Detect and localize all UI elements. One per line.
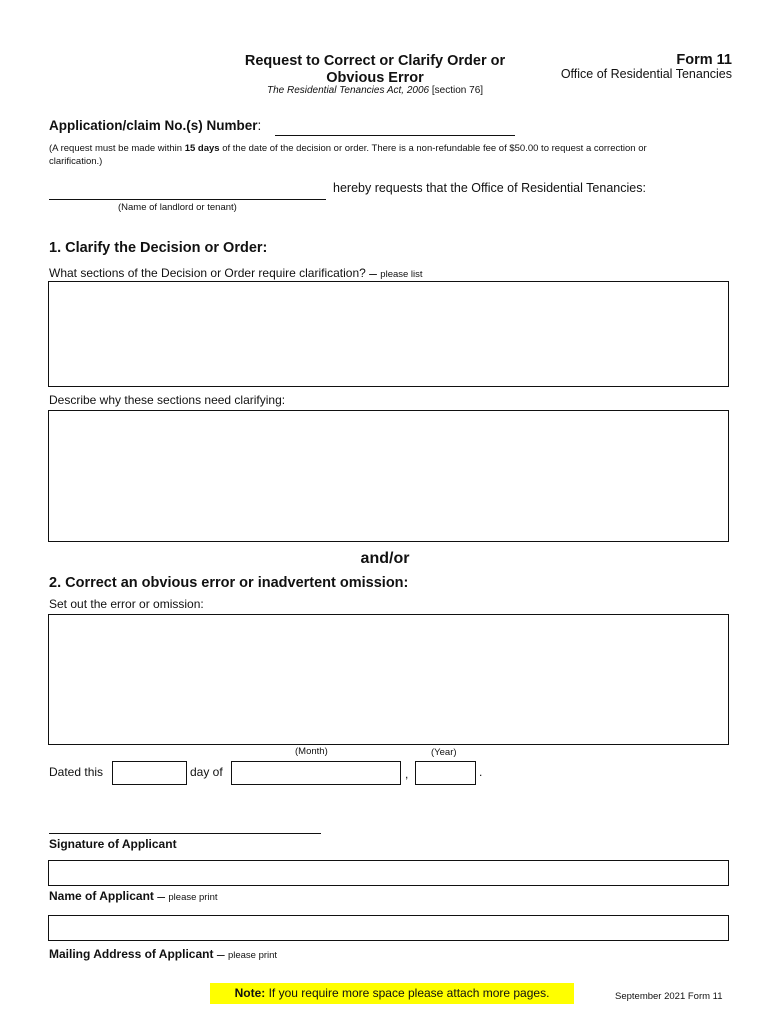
note-text: If you require more space please attach more pages. <box>265 986 550 1000</box>
section1-question1-text: What sections of the Decision or Order require clarification? <box>49 266 366 280</box>
signature-label: Signature of Applicant <box>49 837 177 851</box>
section2-heading: 2. Correct an obvious error or inadvertent omission: <box>49 575 409 591</box>
mailing-address-label-text: Mailing Address of Applicant <box>49 947 214 961</box>
application-number-label-text: Application/claim No.(s) Number <box>49 118 258 133</box>
note-prefix: (A request must be made within <box>49 143 185 154</box>
date-period: . <box>479 765 483 779</box>
office-name: Office of Residential Tenancies <box>560 67 732 81</box>
dated-this-label: Dated this <box>49 765 104 779</box>
more-space-note <box>210 983 574 1004</box>
mailing-address-field[interactable] <box>48 915 729 941</box>
act-name: The Residential Tenancies Act, 2006 <box>266 85 430 96</box>
footer-date-form: September 2021 Form 11 <box>615 991 723 1002</box>
year-caption: (Year) <box>431 747 457 758</box>
year-field[interactable] <box>415 761 476 785</box>
section1-question1-hint: please list <box>380 269 423 280</box>
note-suffix: of the date of the decision or order. There is a non-refundable fee of $50.00 to request a correction or clarification.) <box>49 143 647 167</box>
hereby-requests-text: hereby requests that the Office of Residential Tenancies: <box>333 181 646 195</box>
mailing-address-label <box>49 946 277 962</box>
error-omission-textarea[interactable] <box>48 614 729 745</box>
section1-question2: Describe why these sections need clarifying: <box>49 393 286 407</box>
act-reference <box>200 85 550 96</box>
form-number: Form 11 <box>676 52 732 68</box>
section1-question1-dash: – <box>369 265 377 281</box>
mailing-address-hint: please print <box>227 950 278 961</box>
applicant-name-hint: please print <box>168 892 218 903</box>
form-title-line2: Obvious Error <box>326 70 424 86</box>
form-title-line1: Request to Correct or Clarify Order or <box>244 53 506 69</box>
note-bold: 15 days <box>184 143 220 154</box>
applicant-name-label <box>49 888 218 904</box>
note-label: Note: <box>234 986 266 1000</box>
application-number-field[interactable] <box>275 135 515 136</box>
section1-question1 <box>49 265 423 281</box>
day-field[interactable] <box>112 761 187 785</box>
andor-divider: and/or <box>360 550 410 567</box>
mailing-address-dash: – <box>216 946 225 962</box>
act-section: [section 76] <box>429 85 484 96</box>
section1-heading: 1. Clarify the Decision or Order: <box>49 240 268 256</box>
application-number-colon: : <box>257 118 262 133</box>
signature-field[interactable] <box>49 833 321 834</box>
month-field[interactable] <box>231 761 401 785</box>
clarification-sections-textarea[interactable] <box>48 281 729 387</box>
section2-question: Set out the error or omission: <box>49 597 204 611</box>
month-caption: (Month) <box>295 746 328 757</box>
application-deadline-note <box>49 143 689 168</box>
day-of-label: day of <box>190 765 223 779</box>
requester-name-caption: (Name of landlord or tenant) <box>118 202 237 213</box>
form-title <box>200 53 550 87</box>
applicant-name-dash: – <box>157 888 166 904</box>
application-number-label <box>49 118 261 133</box>
date-comma: , <box>405 767 409 781</box>
applicant-name-field[interactable] <box>48 860 729 886</box>
requester-name-field[interactable] <box>49 199 326 200</box>
applicant-name-label-text: Name of Applicant <box>49 889 154 903</box>
clarification-reasons-textarea[interactable] <box>48 410 729 542</box>
